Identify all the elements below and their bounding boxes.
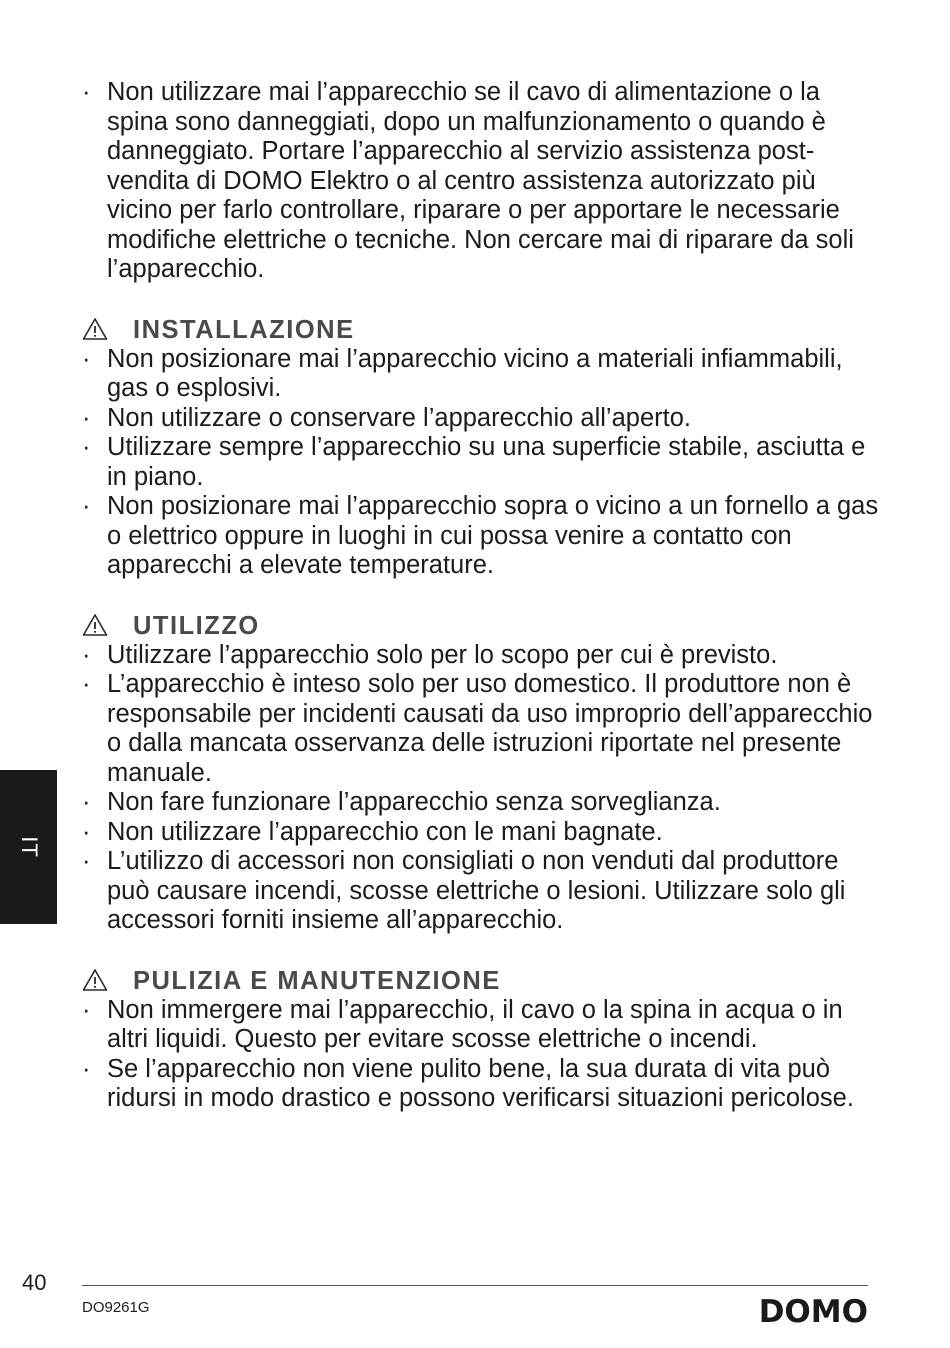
list-item [82,404,882,434]
section-title: UTILIZZO [133,611,260,640]
warning-triangle-icon [82,613,108,637]
list-item [82,788,882,818]
brand-logo: DOMO [758,1294,868,1330]
bullet: · [82,995,91,1024]
list-item [82,78,882,285]
list-item [82,847,882,936]
item-text: Utilizzare sempre l’apparecchio su una superficie stabile, asciutta e in piano. [107,433,866,491]
language-tab [0,770,57,924]
section-title: INSTALLAZIONE [133,315,355,344]
list-item [82,670,882,788]
section-list [82,641,882,936]
item-text: Non posizionare mai l’apparecchio vicino a materiali infiammabili, gas o esplosivi. [107,344,843,402]
item-text: Non utilizzare l’apparecchio con le mani bagnate. [107,817,663,846]
bullet: · [82,78,91,106]
section-list [82,345,882,581]
bullet: · [82,817,91,846]
item-text: Non utilizzare o conservare l’apparecchio all’aperto. [107,403,691,432]
bullet: · [82,403,91,432]
section-heading [82,966,882,996]
list-item [82,433,882,492]
list-item [82,1055,882,1114]
intro-list [82,78,882,285]
bullet: · [82,640,91,669]
footer-divider [82,1285,868,1286]
list-item [82,345,882,404]
bullet: · [82,788,91,816]
section-heading [82,315,882,345]
item-text: L’apparecchio è inteso solo per uso domestico. Il produttore non è responsabile per incidenti causati da uso improprio dell’apparecchio o dalla mancata osservanza delle istruzioni riportate nel presente manuale. [107,670,873,787]
item-text: Se l’apparecchio non viene pulito bene, la sua durata di vita può ridursi in modo drastico e possono verificarsi situazioni pericolose. [107,1054,854,1112]
item-text: Non immergere mai l’apparecchio, il cavo o la spina in acqua o in altri liquidi. Questo per evitare scosse elettriche o incendi. [107,995,843,1053]
item-text: Utilizzare l’apparecchio solo per lo scopo per cui è previsto. [107,640,778,669]
bullet: · [82,1054,91,1083]
bullet: · [82,847,91,875]
list-item [82,818,882,848]
list-item [82,641,882,671]
language-tab-label: IT [16,836,42,858]
item-text: Non fare funzionare l’apparecchio senza sorveglianza. [107,788,721,816]
item-text: Non utilizzare mai l’apparecchio se il cavo di alimentazione o la spina sono danneggiati, dopo un malfunzionamento o quando è danneggiato. Portare l’apparecchio al servizio assistenza post-vendita di DOMO Elektro o al centro assistenza autorizzato più vicino per farlo controllare, riparare o per apportare le necessarie modifiche elettriche o tecniche. Non cercare mai di riparare da soli l’apparecchio. [107,78,854,283]
bullet: · [82,344,91,373]
item-text: L’utilizzo di accessori non consigliati o non venduti dal produttore può causare incendi, scosse elettriche o lesioni. Utilizzare solo gli accessori forniti insieme all’apparecchio. [107,847,846,934]
document-body [82,78,882,1114]
list-item [82,492,882,581]
bullet: · [82,492,91,520]
warning-triangle-icon [82,968,108,992]
list-item [82,996,882,1055]
section-title: PULIZIA E MANUTENZIONE [133,966,501,995]
section-heading [82,611,882,641]
model-code: DO9261G [82,1299,150,1316]
warning-triangle-icon [82,317,108,341]
item-text: Non posizionare mai l’apparecchio sopra o vicino a un fornello a gas o elettrico oppure in luoghi in cui possa venire a contatto con apparecchi a elevate temperature. [107,492,879,579]
page-number: 40 [22,1270,47,1295]
section-list [82,996,882,1114]
bullet: · [82,670,91,698]
bullet: · [82,433,91,461]
